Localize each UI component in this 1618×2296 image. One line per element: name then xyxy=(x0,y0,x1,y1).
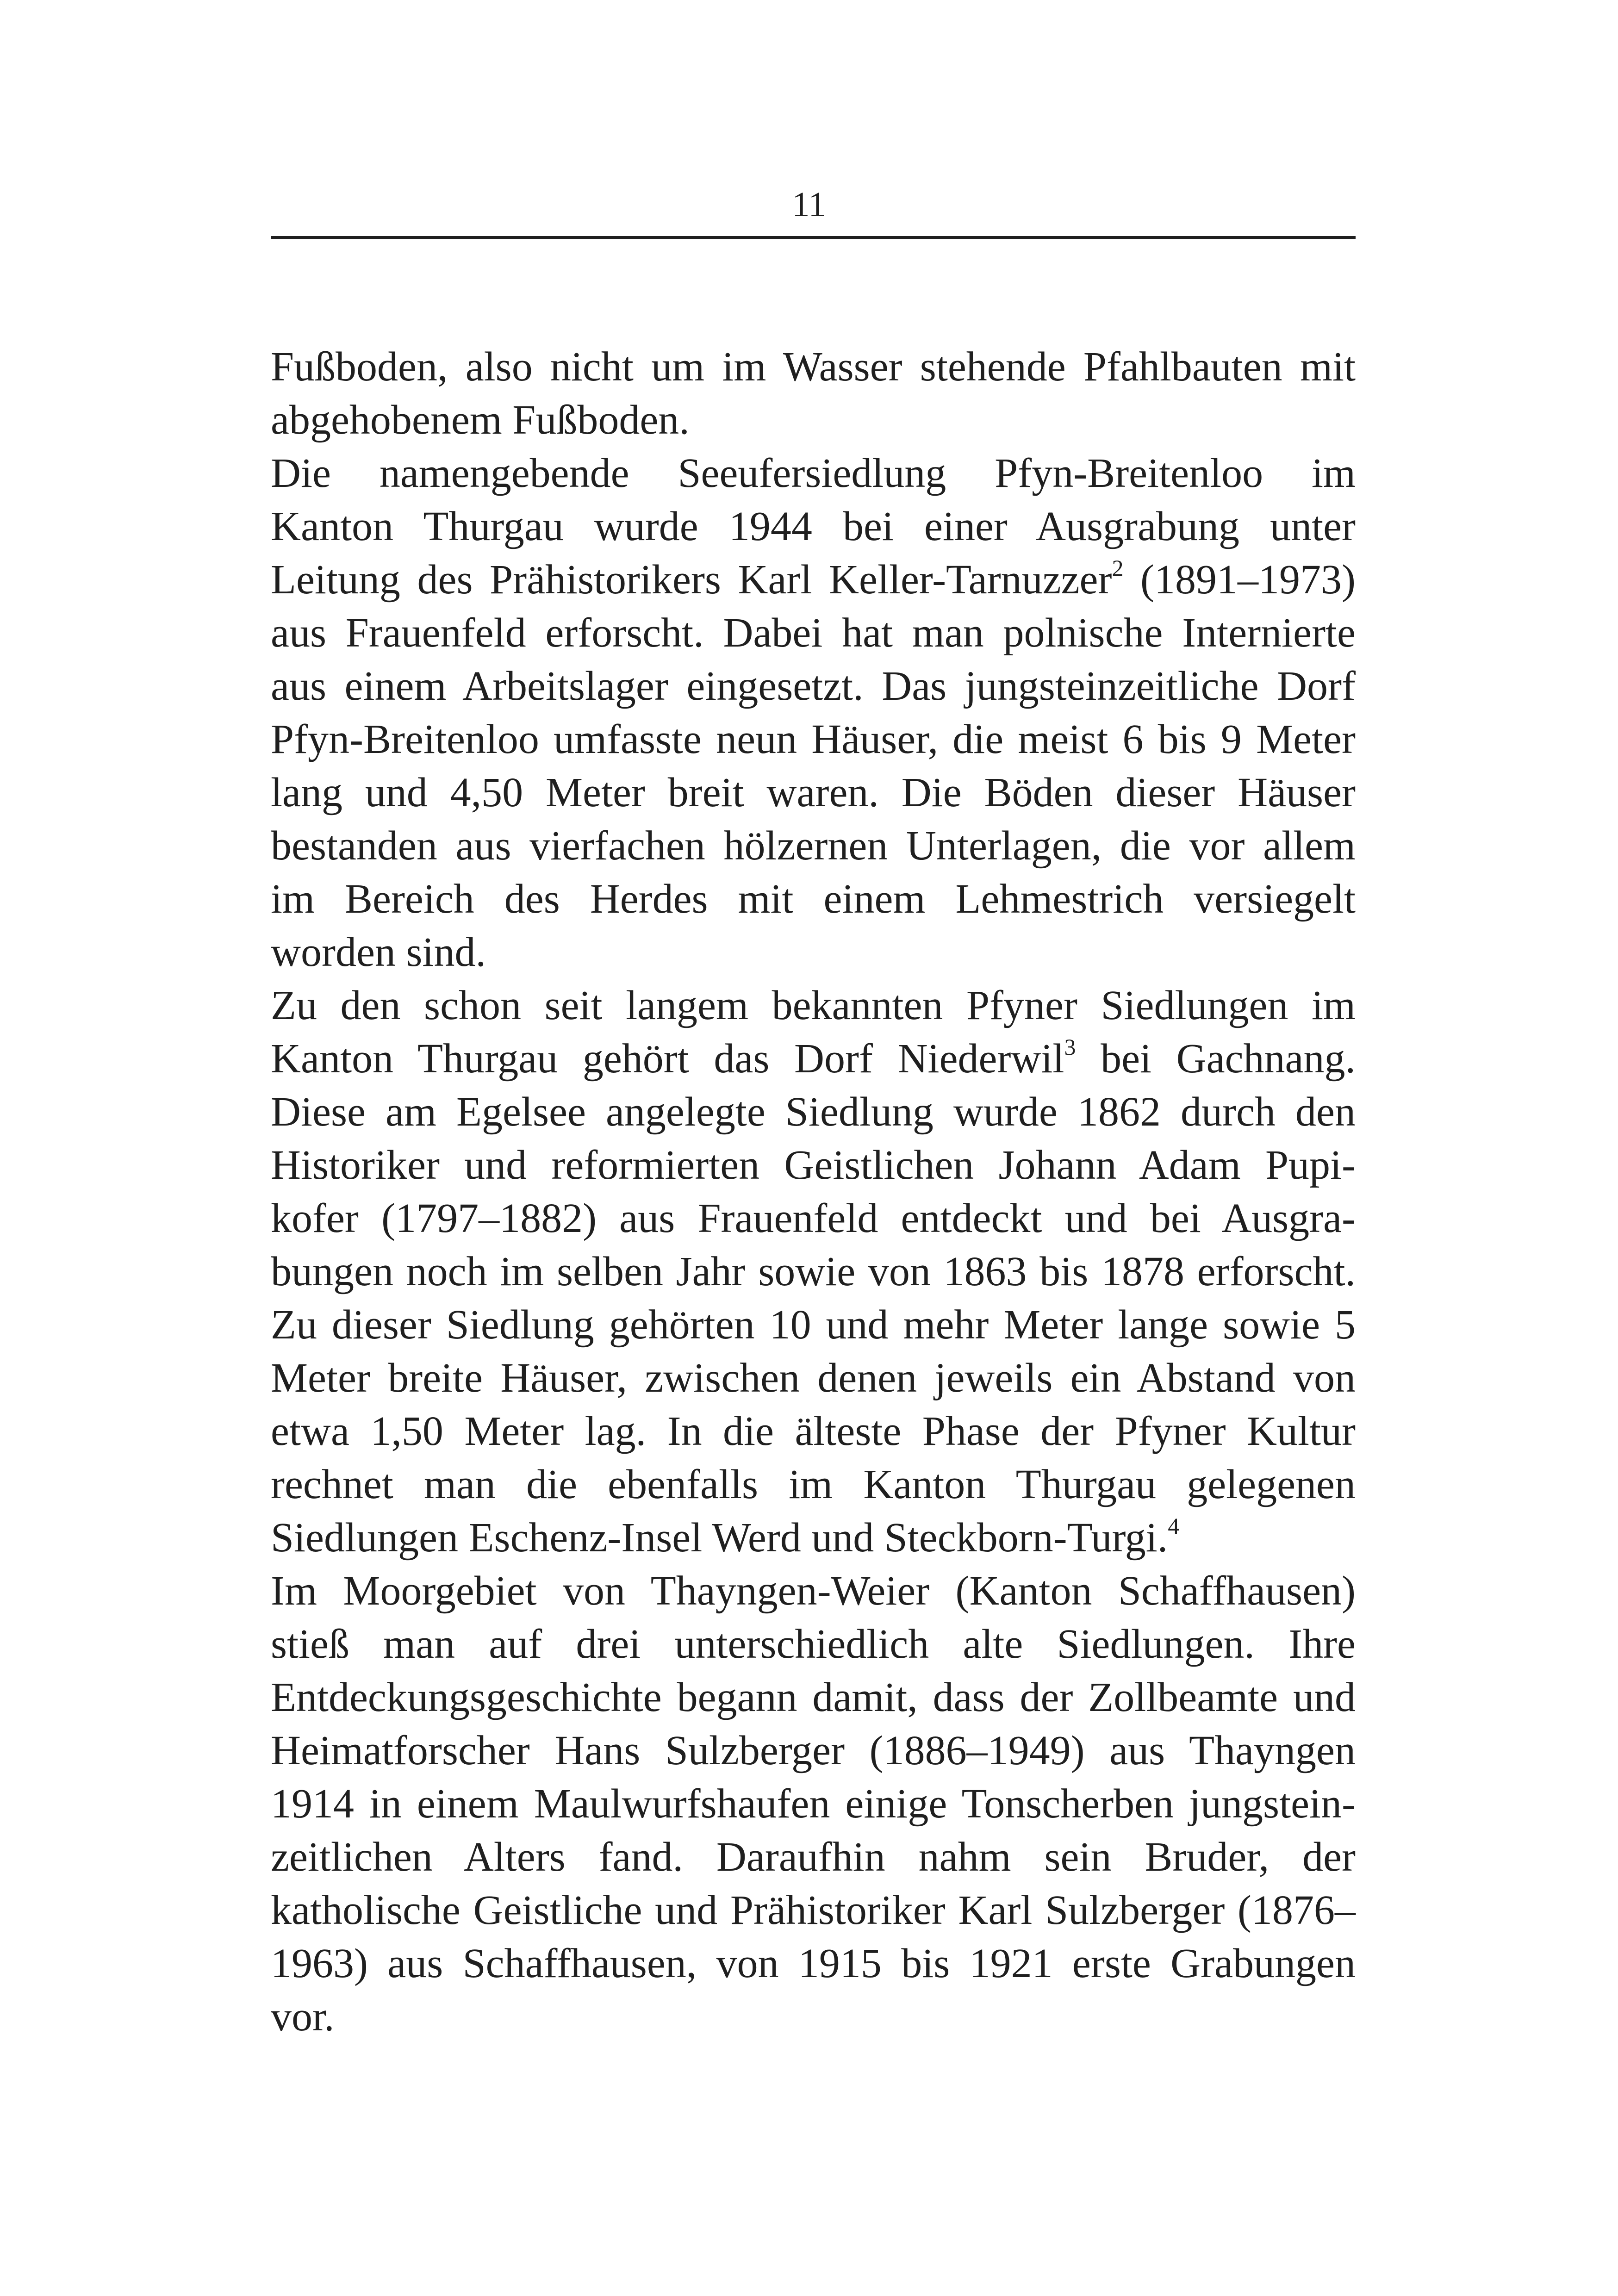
text-run: Heimatforscher Hans Sulzberger (1886–1949) aus Thayngen xyxy=(271,1728,1356,1773)
text-run: aus einem Arbeitslager eingesetzt. Das jungsteinzeitliche Dorf xyxy=(271,663,1356,709)
text-run: Im Moorgebiet von Thayngen-Weier (Kanton Schaffhausen) xyxy=(271,1568,1356,1614)
text-line xyxy=(271,819,1356,872)
footnote-marker: 3 xyxy=(1064,1034,1076,1060)
text-run: katholische Geistliche und Prähistoriker Karl Sulzberger (1876– xyxy=(271,1887,1356,1933)
text-run: 1963) aus Schaffhausen, von 1915 bis 1921 erste Grabungen xyxy=(271,1941,1356,1986)
text-line xyxy=(271,340,1356,393)
text-line xyxy=(271,1990,1356,2043)
text-run: im Bereich des Herdes mit einem Lehmestrich versiegelt xyxy=(271,876,1356,922)
text-line xyxy=(271,393,1356,447)
text-run: bestanden aus vierfachen hölzernen Unterlagen, die vor allem xyxy=(271,823,1356,869)
text-line xyxy=(271,1458,1356,1511)
text-run: aus Frauenfeld erforscht. Dabei hat man polnische Internierte xyxy=(271,610,1356,656)
text-line xyxy=(271,1511,1356,1564)
text-run: Die namengebende Seeufersiedlung Pfyn-Breitenloo im xyxy=(271,450,1356,496)
text-run: Leitung des Prähistorikers Karl Keller-Tarnuzzer xyxy=(271,557,1112,603)
text-run: Kanton Thurgau wurde 1944 bei einer Ausgrabung unter xyxy=(271,504,1356,549)
text-line xyxy=(271,660,1356,713)
text-line xyxy=(271,713,1356,766)
text-run: Pfyn-Breitenloo umfasste neun Häuser, die meist 6 bis 9 Meter xyxy=(271,716,1356,762)
footnote-marker: 4 xyxy=(1168,1513,1180,1539)
text-run: bei Gachnang. xyxy=(1076,1036,1356,1082)
text-run: Entdeckungsgeschichte begann damit, dass der Zollbeamte und xyxy=(271,1674,1356,1720)
text-line xyxy=(271,1937,1356,1990)
page-number: 11 xyxy=(792,185,826,224)
text-run: vor. xyxy=(271,1994,335,2040)
text-line xyxy=(271,606,1356,660)
text-line xyxy=(271,1405,1356,1458)
text-line xyxy=(271,553,1356,606)
text-run: Zu den schon seit langem bekannten Pfyner Siedlungen im xyxy=(271,983,1356,1028)
paragraph xyxy=(271,447,1356,979)
text-line xyxy=(271,1830,1356,1884)
text-line xyxy=(271,1564,1356,1618)
text-line xyxy=(271,1298,1356,1351)
text-run: kofer (1797–1882) aus Frauenfeld entdeckt und bei Ausgra- xyxy=(271,1195,1356,1241)
text-line xyxy=(271,979,1356,1032)
body-text xyxy=(271,340,1356,2043)
text-run: etwa 1,50 Meter lag. In die älteste Phase der Pfyner Kultur xyxy=(271,1408,1356,1454)
text-line xyxy=(271,926,1356,979)
text-run: lang und 4,50 Meter breit waren. Die Böden dieser Häuser xyxy=(271,770,1356,815)
text-run: Zu dieser Siedlung gehörten 10 und mehr Meter lange sowie 5 xyxy=(271,1302,1356,1348)
text-run: Siedlungen Eschenz-Insel Werd und Steckborn-Turgi. xyxy=(271,1515,1168,1561)
text-line xyxy=(271,1884,1356,1937)
text-run: zeitlichen Alters fand. Daraufhin nahm sein Bruder, der xyxy=(271,1834,1356,1880)
text-line xyxy=(271,1724,1356,1777)
text-line xyxy=(271,872,1356,926)
text-run: Meter breite Häuser, zwischen denen jeweils ein Abstand von xyxy=(271,1355,1356,1401)
text-run: worden sind. xyxy=(271,929,486,975)
text-line xyxy=(271,1671,1356,1724)
text-run: abgehobenem Fußboden. xyxy=(271,397,690,443)
text-line xyxy=(271,1351,1356,1405)
text-line xyxy=(271,1777,1356,1830)
text-line xyxy=(271,1192,1356,1245)
text-run: Diese am Egelsee angelegte Siedlung wurde 1862 durch den xyxy=(271,1089,1356,1135)
text-run: 1914 in einem Maulwurfshaufen einige Tonscherben jungstein- xyxy=(271,1781,1356,1827)
text-line xyxy=(271,1032,1356,1085)
footnote-marker: 2 xyxy=(1112,555,1124,581)
text-run: stieß man auf drei unterschiedlich alte Siedlungen. Ihre xyxy=(271,1621,1356,1667)
header-rule xyxy=(271,236,1356,239)
text-run: Kanton Thurgau gehört das Dorf Niederwil xyxy=(271,1036,1064,1082)
text-line xyxy=(271,1618,1356,1671)
text-line xyxy=(271,447,1356,500)
text-line xyxy=(271,766,1356,819)
paragraph xyxy=(271,340,1356,447)
text-run: rechnet man die ebenfalls im Kanton Thurgau gelegenen xyxy=(271,1462,1356,1507)
text-line xyxy=(271,1139,1356,1192)
text-line xyxy=(271,500,1356,553)
text-run: Historiker und reformierten Geistlichen Johann Adam Pupi- xyxy=(271,1142,1356,1188)
paragraph xyxy=(271,1564,1356,2043)
paragraph xyxy=(271,979,1356,1564)
text-run: (1891–1973) xyxy=(1123,557,1356,603)
text-line xyxy=(271,1085,1356,1139)
text-run: Fußboden, also nicht um im Wasser stehende Pfahlbauten mit xyxy=(271,344,1356,390)
text-run: bungen noch im selben Jahr sowie von 1863 bis 1878 erforscht. xyxy=(271,1249,1356,1294)
text-line xyxy=(271,1245,1356,1298)
